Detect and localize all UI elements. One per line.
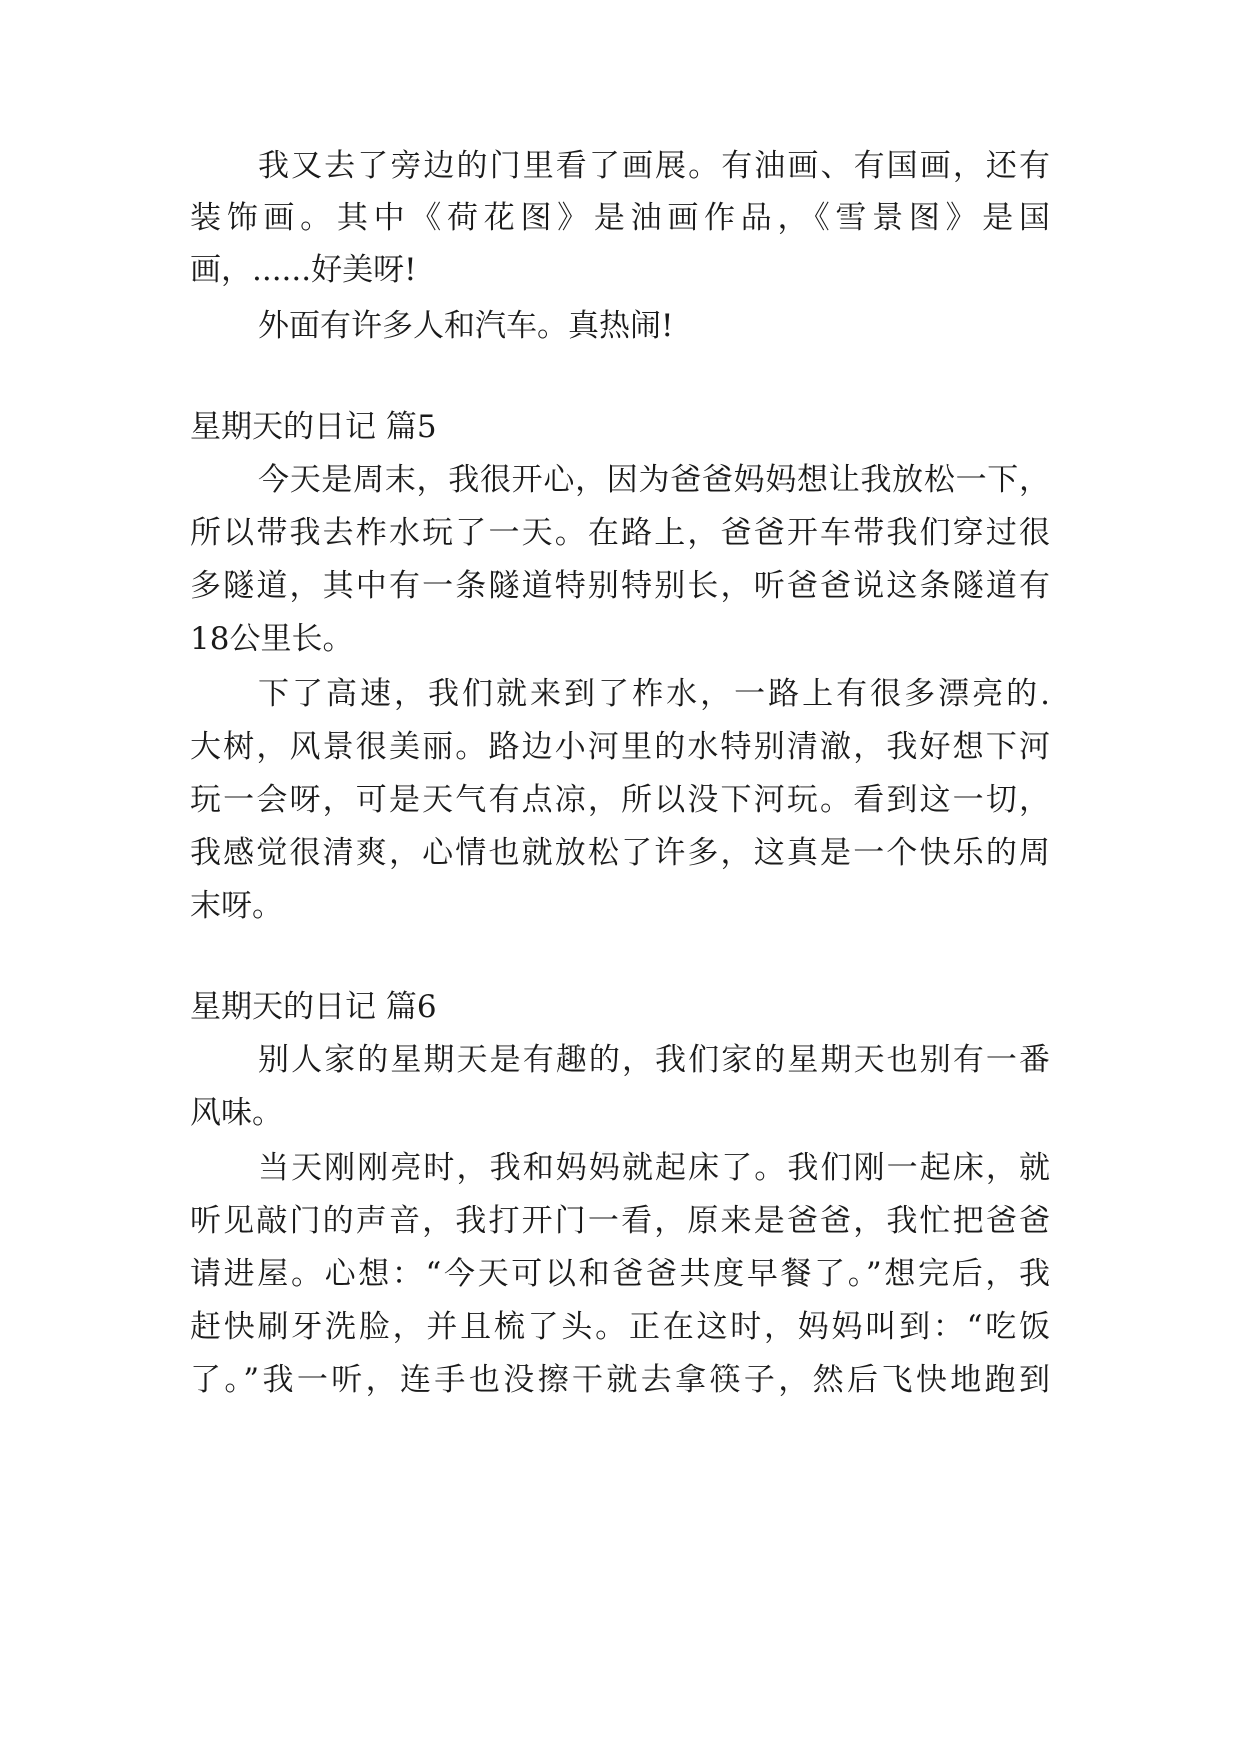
paragraph-line: 下了高速，我们就来到了柞水，一路上有很多漂亮的. <box>258 676 1050 712</box>
paragraph-line: 当天刚刚亮时，我和妈妈就起床了。我们刚一起床，就 <box>258 1150 1050 1186</box>
paragraph-line: 了。”我一听，连手也没擦干就去拿筷子，然后飞快地跑到 <box>190 1362 1050 1398</box>
paragraph-line: 所以带我去柞水玩了一天。在路上，爸爸开车带我们穿过很 <box>190 515 1050 551</box>
paragraph-line: 外面有许多人和汽车。真热闹! <box>258 308 674 344</box>
paragraph-line: 听见敲门的声音，我打开门一看，原来是爸爸，我忙把爸爸 <box>190 1203 1050 1239</box>
paragraph-line: 多隧道，其中有一条隧道特别特别长，听爸爸说这条隧道有 <box>190 568 1050 604</box>
paragraph-line: 大树，风景很美丽。路边小河里的水特别清澈，我好想下河 <box>190 729 1050 765</box>
paragraph-line: 请进屋。心想：“今天可以和爸爸共度早餐了。”想完后，我 <box>190 1256 1050 1292</box>
paragraph-line: 18公里长。 <box>190 621 354 657</box>
paragraph-line: 装饰画。其中《荷花图》是油画作品，《雪景图》是国 <box>190 200 1050 236</box>
section-heading: 星期天的日记 篇5 <box>190 409 437 445</box>
paragraph-line: 今天是周末，我很开心，因为爸爸妈妈想让我放松一下， <box>258 462 1050 498</box>
paragraph-line: 画，......好美呀! <box>190 252 417 288</box>
paragraph-line: 末呀。 <box>190 888 283 924</box>
paragraph-line: 玩一会呀，可是天气有点凉，所以没下河玩。看到这一切， <box>190 782 1050 818</box>
paragraph-line: 赶快刷牙洗脸，并且梳了头。正在这时，妈妈叫到：“吃饭 <box>190 1309 1050 1345</box>
paragraph-line: 别人家的星期天是有趣的，我们家的星期天也别有一番 <box>258 1042 1050 1078</box>
paragraph-line: 我又去了旁边的门里看了画展。有油画、有国画，还有 <box>258 148 1050 184</box>
paragraph-line: 风味。 <box>190 1095 283 1131</box>
section-heading: 星期天的日记 篇6 <box>190 989 437 1025</box>
paragraph-line: 我感觉很清爽，心情也就放松了许多，这真是一个快乐的周 <box>190 835 1050 871</box>
